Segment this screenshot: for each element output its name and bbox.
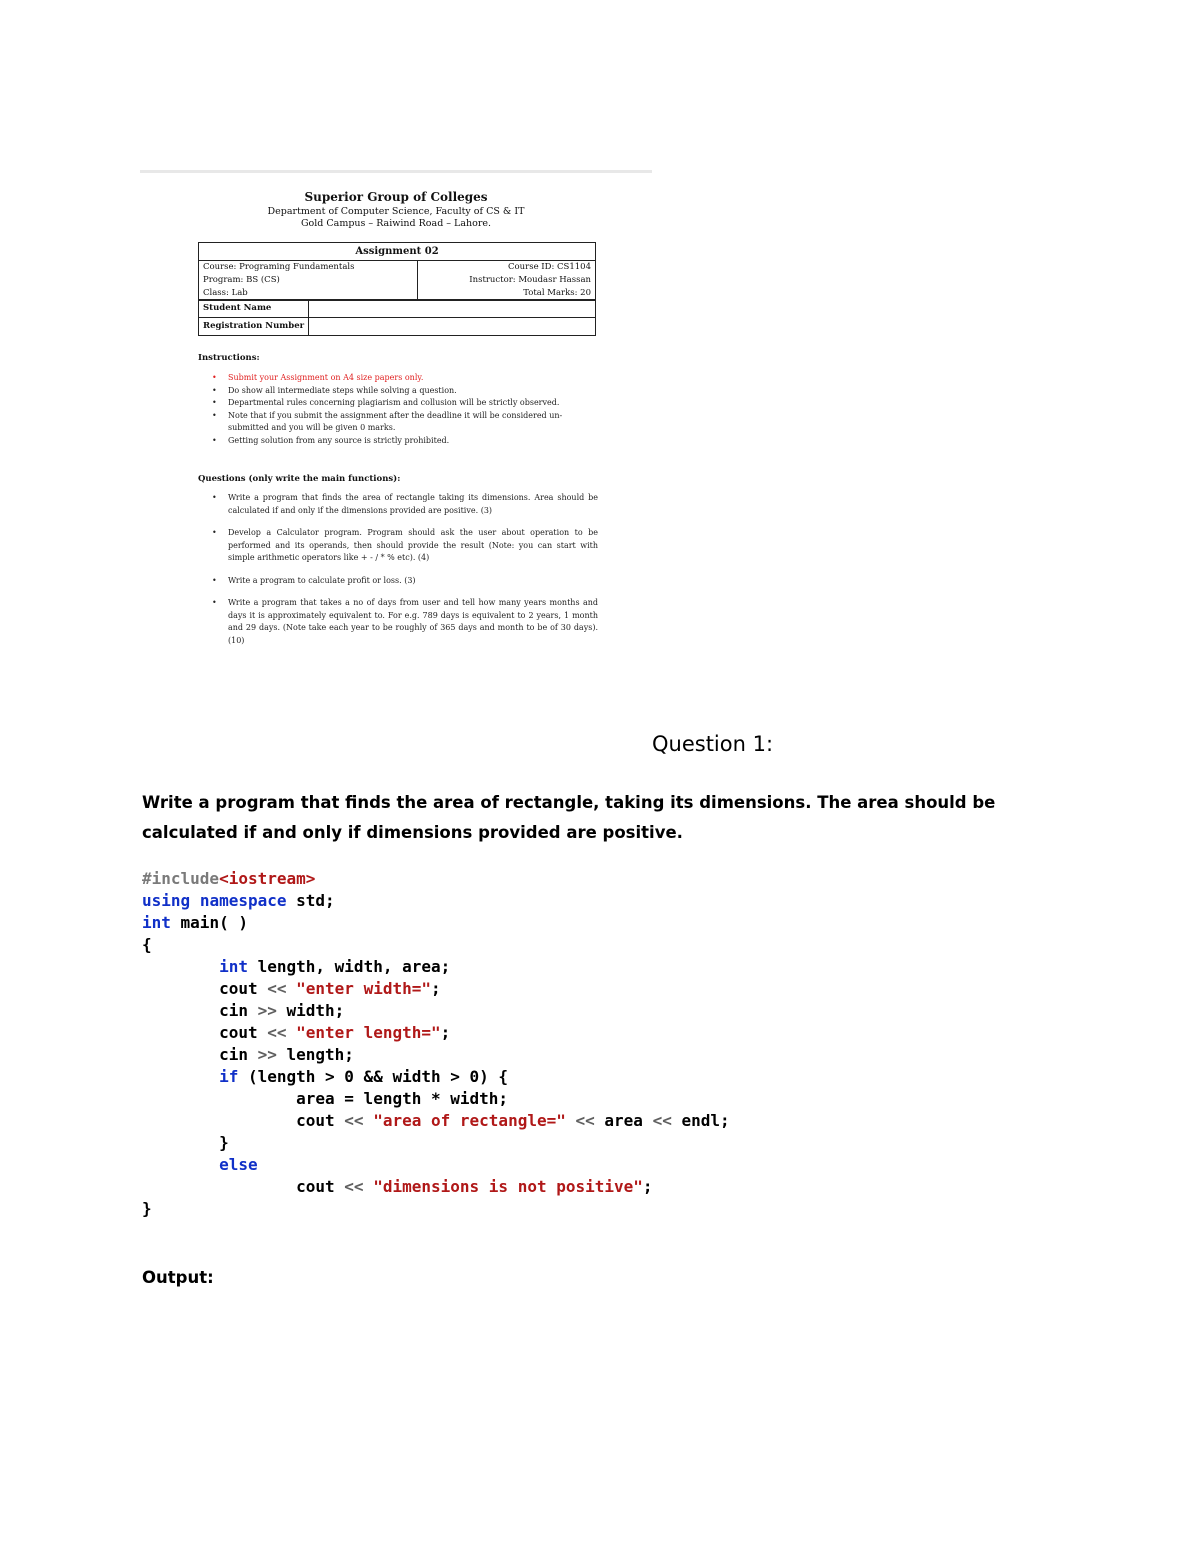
code-endl: endl; [671, 1111, 730, 1130]
code-str-enter-width: "enter width=" [296, 979, 431, 998]
instruction-item: • Departmental rules concerning plagiarism and collusion will be strictly observed. [212, 398, 560, 407]
question-item: • Develop a Calculator program. Program should ask the user about operation to be performed and its operands, then should provide the result (Note: you can start with simple arithmetic operators like + - / * % etc). (4) [212, 528, 598, 562]
student-name-field [309, 300, 596, 318]
output-label: Output: [142, 1268, 214, 1287]
code-op-shl: << [344, 1111, 364, 1130]
instruction-item: • Getting solution from any source is strictly prohibited. [212, 435, 450, 445]
code-op-shl: << [344, 1177, 364, 1196]
question-item: • Write a program that takes a no of days from user and tell how many years months and days it is approximately equivalent to. For e.g. 789 days is equivalent to 2 years, 1 month and 29 days. (Note take each year to be roughly of 365 days and month to be of 30 days). (10) [212, 598, 598, 645]
registration-field [309, 318, 596, 336]
question-item: • Write a program to calculate profit or loss. (3) [212, 575, 416, 585]
assignment-sheet-image [140, 170, 652, 660]
code-cin: cin [219, 1001, 248, 1020]
campus-line: Gold Campus – Raiwind Road – Lahore. [300, 218, 492, 229]
code-str-not-positive: "dimensions is not positive" [373, 1177, 643, 1196]
code-cout: cout [296, 1177, 335, 1196]
college-name: Superior Group of Colleges [304, 190, 488, 204]
code-kw-int: int [219, 957, 248, 976]
code-op-shr: >> [257, 1001, 277, 1020]
code-cout: cout [296, 1111, 335, 1130]
instructor-cell: Instructor: Moudasr Hassan [417, 274, 595, 287]
course-cell: Course: Programing Fundamentals [199, 261, 418, 275]
student-name-label: Student Name [199, 300, 309, 318]
code-str-area: "area of rectangle=" [373, 1111, 566, 1130]
code-main-sig: main( ) [170, 913, 248, 932]
instruction-item: • Do show all intermediate steps while solving a question. [212, 385, 457, 395]
code-cout: cout [219, 1023, 258, 1042]
total-marks-cell: Total Marks: 20 [417, 287, 595, 301]
instructions-title: Instructions: [198, 353, 260, 363]
code-length-stmt: length; [276, 1045, 354, 1064]
code-close-brace: } [219, 1133, 229, 1152]
code-kw-int: int [142, 913, 171, 932]
code-close-brace: } [142, 1199, 152, 1218]
code-op-shl: << [267, 979, 287, 998]
code-op-shl: << [652, 1111, 672, 1130]
registration-label: Registration Number [199, 318, 309, 336]
code-width-stmt: width; [276, 1001, 345, 1020]
department-line: Department of Computer Science, Faculty of CS & IT [267, 206, 525, 217]
code-op-shl: << [575, 1111, 595, 1130]
code-semi: ; [642, 1177, 653, 1196]
code-kw-else: else [219, 1155, 258, 1174]
questions-title: Questions (only write the main functions): [198, 474, 401, 484]
code-if-cond: (length > 0 && width > 0) { [238, 1067, 509, 1086]
question-heading: Question 1: [652, 732, 774, 756]
code-op-shl: << [267, 1023, 287, 1042]
assignment-title: Assignment 02 [199, 243, 596, 261]
code-semi: ; [431, 979, 441, 998]
code-decl: length, width, area; [247, 957, 451, 976]
code-open-brace: { [142, 935, 152, 954]
program-cell: Program: BS (CS) [199, 274, 418, 287]
code-header: <iostream> [219, 869, 316, 888]
code-listing [142, 868, 730, 1220]
code-kw-namespace: namespace [199, 891, 287, 910]
code-op-shr: >> [257, 1045, 277, 1064]
code-kw-if: if [219, 1067, 239, 1086]
instruction-item: • Submit your Assignment on A4 size papers only. [212, 373, 424, 382]
class-cell: Class: Lab [199, 287, 418, 301]
code-kw-using: using [142, 891, 191, 910]
code-area-var: area [594, 1111, 653, 1130]
code-area-stmt: area = length * width; [296, 1089, 509, 1108]
code-std: std; [286, 891, 335, 910]
instructions-list [198, 372, 598, 447]
questions-list [198, 492, 598, 657]
course-id-cell: Course ID: CS1104 [417, 261, 595, 275]
assignment-info-table [198, 242, 596, 301]
question-item: • Write a program that finds the area of rectangle taking its dimensions. Area should be calculated if and only if the dimensions provided are positive. (3) [212, 493, 598, 515]
instruction-item: • Note that if you submit the assignment after the deadline it will be considered un-submitted and you will be given 0 marks. [212, 410, 563, 432]
code-semi: ; [440, 1023, 451, 1042]
image-top-border [140, 170, 652, 173]
question-text: Write a program that finds the area of rectangle, taking its dimensions. The area should be calculated if and only if dimensions provided are positive. [142, 793, 996, 842]
code-cin: cin [219, 1045, 248, 1064]
student-info-table [198, 299, 596, 336]
code-str-enter-length: "enter length=" [296, 1023, 441, 1042]
code-cout: cout [219, 979, 258, 998]
code-include: #include [142, 869, 220, 888]
